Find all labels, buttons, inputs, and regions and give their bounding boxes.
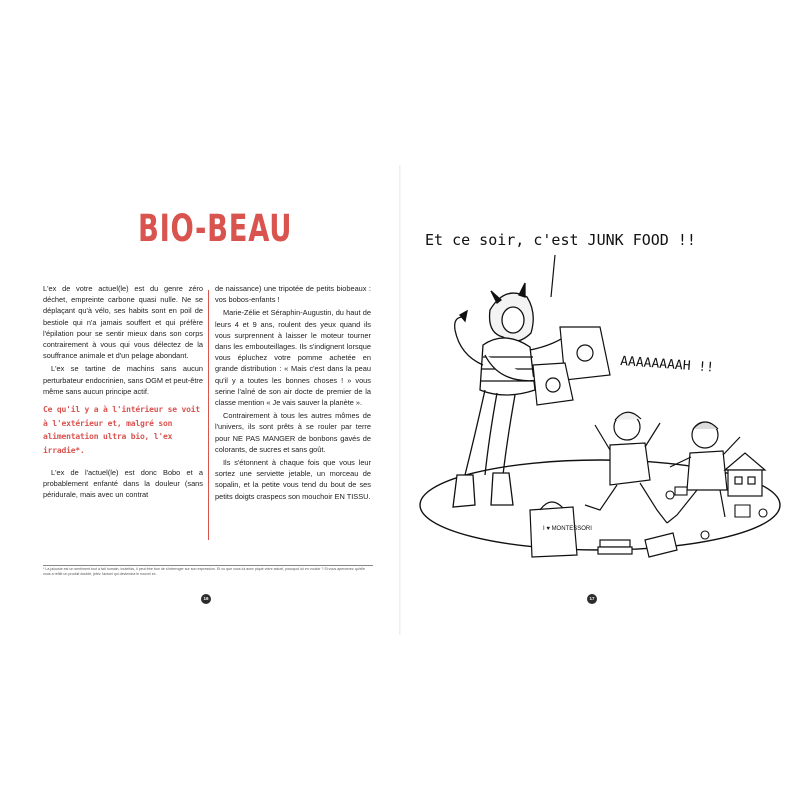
paragraph: L'ex se tartine de machins sans aucun perturbateur endocrinien, sans OGM et peut-être même sans aucun principe actif. (43, 364, 203, 396)
paragraph: Marie-Zélie et Séraphin-Augustin, du haut de leurs 4 et 9 ans, roulent des yeux quand ils vous surprennent à laisser le moteur tourner dans les embouteillages. Ils s'indignent lorsque vous épluchez votre pomme achetée en grande distribution : « Mais c'est dans la peau qu'il y a toutes les bonnes choses ! » vous serine l'aîné de son air docte de premier de la classe mention « Je vais sauver la planète ». (215, 308, 371, 408)
paragraph: L'ex de votre actuel(le) est du genre zéro déchet, empreinte carbone quasi nulle. Ne se déplaçant qu'à vélo, ses habits sont en poil de bestiole qui n'a jamais souffert et qui préfère l'épilation pour se sentir mieux dans son corps contrairement à vous qui vous délectez de la souffrance animale et d'un pelage abondant. (43, 284, 203, 361)
pull-quote: Ce qu'il y a à l'intérieur se voit à l'extérieur et, malgré son alimentation ultra bio, l'ex irradie*. (43, 405, 200, 455)
text-column-left (43, 283, 203, 503)
speech-text: Et ce soir, c'est JUNK FOOD !! (425, 231, 696, 249)
footnote: * La jalousie est un sentiment tout à fait humain, toutefois, il peut être bon de s'interroger sur son expression. Et vu que vous lui avez piqué votre actuel, pourquoi lui en vouloir ? Si vous apercevez qu'elle vous a refilé un produit doublé, jetez l'actuel qui deviendra le nouvel ex. (43, 567, 366, 576)
girl-figure (585, 412, 667, 523)
page-number-left: 16 (201, 594, 211, 604)
page-title: BIO-BEAU (138, 207, 293, 250)
paragraph: Contrairement à tous les autres mômes de l'univers, ils sont prêts à se rouler par terre pour NE PAS MANGER de bonbons gavés de colorants, de sucres et sans goût. (215, 411, 371, 454)
shopping-bags (533, 327, 610, 405)
tablet (645, 533, 677, 557)
paragraph: Ils s'étonnent à chaque fois que vous leur sortez une serviette jetable, un morceau de sopalin, et la petite vous tend du bout de ses petits doigts craspecs son mouchoir EN TISSU. (215, 458, 371, 501)
books-stack (598, 540, 632, 554)
dollhouse (725, 453, 765, 496)
text-column-right (215, 283, 371, 504)
paragraph: de naissance) une tripotée de petits biobeaux : vos bobos-enfants ! (215, 284, 371, 305)
tote-bag (530, 502, 592, 557)
tote-text: I ♥ MONTESSORI (543, 526, 592, 532)
paragraph: L'ex de l'actuel(le) est donc Bobo et a probablement enfanté dans la douleur (sans péridurale, mais avec un contrat (43, 468, 203, 500)
scream-text: AAAAAAAAH !! (619, 354, 715, 376)
column-divider (208, 290, 209, 540)
speech-pointer (551, 255, 555, 297)
page-number-right: 17 (587, 594, 597, 604)
footnote-rule (43, 565, 373, 566)
book-gutter (399, 165, 401, 635)
illustration (405, 205, 785, 570)
